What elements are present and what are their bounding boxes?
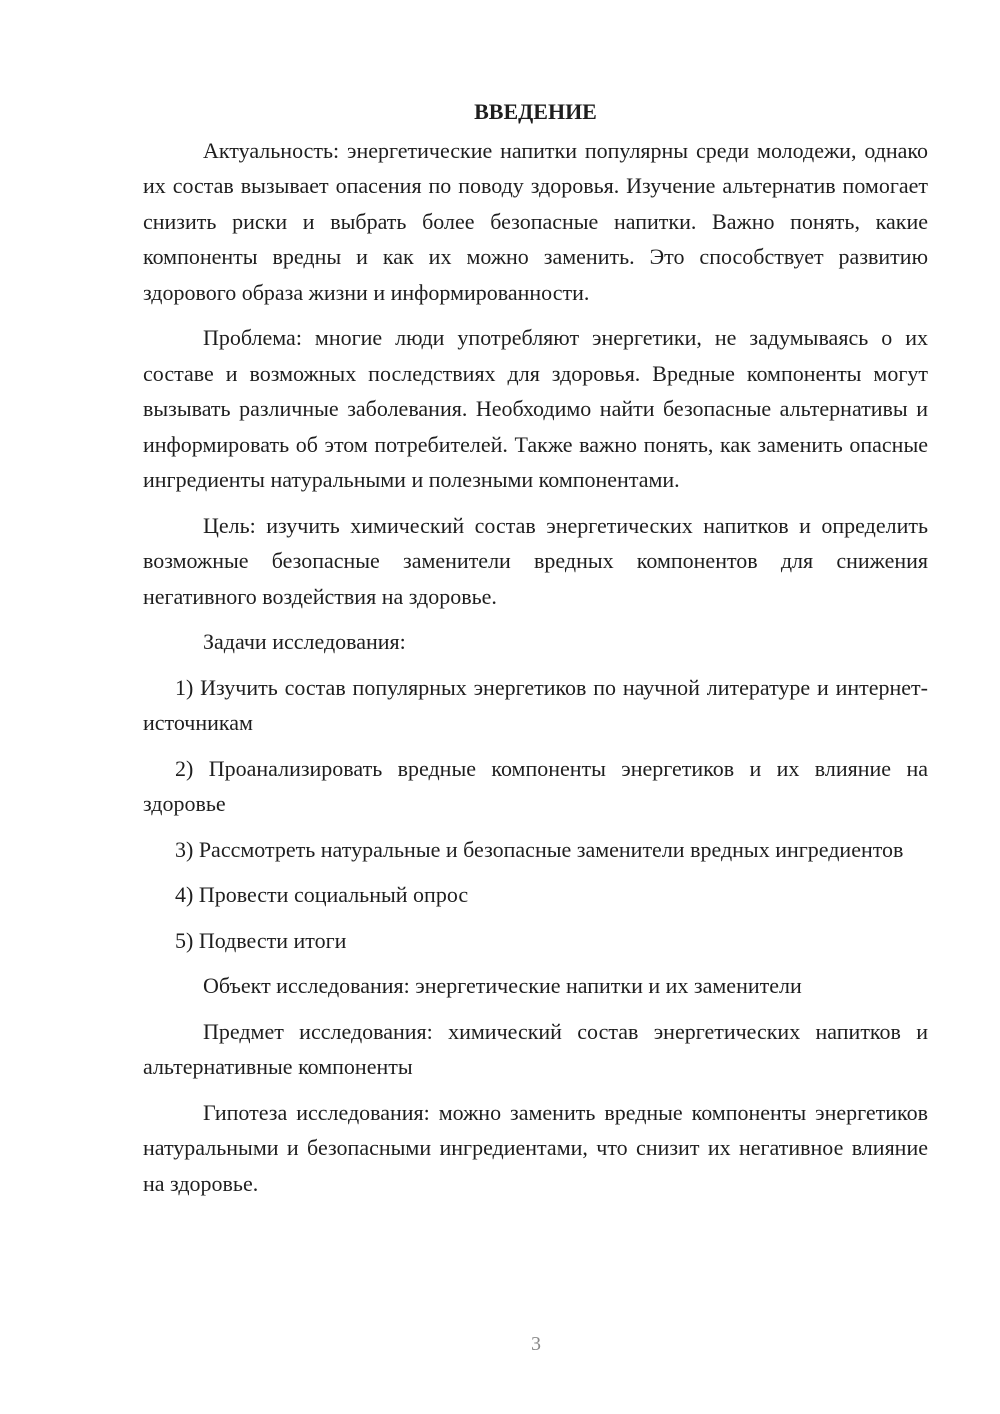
page-title: ВВЕДЕНИЕ xyxy=(474,99,597,124)
paragraph-hypothesis: Гипотеза исследования: можно заменить вредные компоненты энергетиков натуральными и безопасными ингредиентами, что снизит их негативное влияние на здоровье. xyxy=(143,1099,928,1196)
task-item-1: 1) Изучить состав популярных энергетиков по научной литературе и интернет-источникам xyxy=(143,674,928,735)
paragraph-relevance: Актуальность: энергетические напитки популярны среди молодежи, однако их состав вызывает опасения по поводу здоровья. Изучение альтернатив помогает снизить риски и выбрать более безопасные напитки. Важно понять, какие компоненты вредны и как их можно заменить. Это способствует развитию здорового образа жизни и информированности. xyxy=(143,137,928,305)
task-item-3: 3) Рассмотреть натуральные и безопасные заменители вредных ингредиентов xyxy=(175,836,904,862)
paragraph-problem: Проблема: многие люди употребляют энергетики, не задумываясь о их составе и возможных последствиях для здоровья. Вредные компоненты могут вызывать различные заболевания. Необходимо найти безопасные альтернативы и информировать об этом потребителей. Также важно понять, как заменить опасные ингредиенты натуральными и полезными компонентами. xyxy=(143,325,928,492)
paragraph-goal: Цель: изучить химический состав энергетических напитков и определить возможные безопасные заменители вредных компонентов для снижения негативного воздействия на здоровье. xyxy=(143,512,928,609)
task-item-5: 5) Подвести итоги xyxy=(175,927,347,953)
paragraph-subject: Предмет исследования: химический состав энергетических напитков и альтернативные компоненты xyxy=(143,1018,928,1079)
task-item-2: 2) Проанализировать вредные компоненты энергетиков и их влияние на здоровье xyxy=(143,755,928,816)
page-number: 3 xyxy=(531,1333,541,1355)
task-item-4: 4) Провести социальный опрос xyxy=(175,882,469,907)
tasks-heading: Задачи исследования: xyxy=(203,629,406,654)
document-body xyxy=(143,94,928,1211)
paragraph-object: Объект исследования: энергетические напитки и их заменители xyxy=(203,973,802,998)
